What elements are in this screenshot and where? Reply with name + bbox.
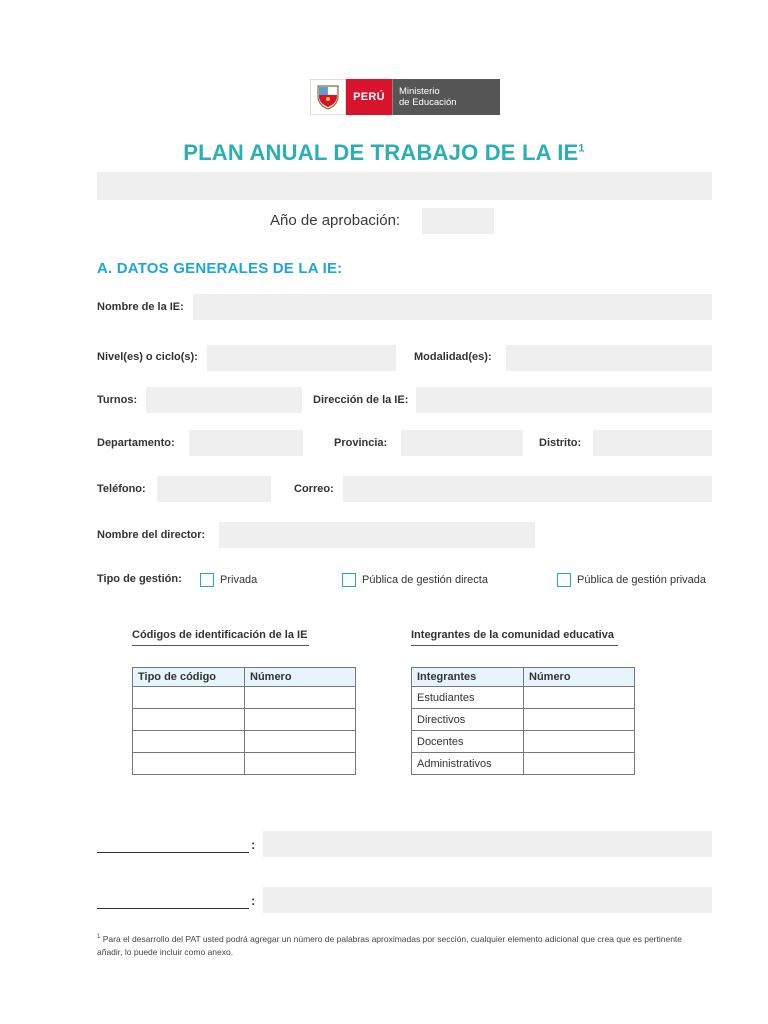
signature-colon-1: : <box>251 837 256 852</box>
extra-field-2[interactable] <box>263 887 712 913</box>
privada-checkbox[interactable] <box>200 573 214 587</box>
nombre-ie-label: Nombre de la IE: <box>97 301 184 313</box>
publica-directa-label: Pública de gestión directa <box>362 574 488 586</box>
correo-label: Correo: <box>294 483 334 495</box>
table-row <box>412 687 635 709</box>
title-footnote-mark: 1 <box>578 142 585 155</box>
codes-col-numero: Número <box>245 668 356 687</box>
provincia-label: Provincia: <box>334 437 388 449</box>
codes-table <box>132 667 356 775</box>
table-cell: Directivos <box>412 709 524 731</box>
publica-privada-checkbox[interactable] <box>557 573 571 587</box>
table-row <box>412 753 635 775</box>
signature-colon-2: : <box>251 893 256 908</box>
table-cell[interactable] <box>133 731 245 753</box>
departamento-field[interactable] <box>189 430 303 456</box>
community-table <box>411 667 635 775</box>
direccion-field[interactable] <box>416 387 712 413</box>
codes-col-tipo: Tipo de código <box>133 668 245 687</box>
modalidad-label: Modalidad(es): <box>414 351 492 363</box>
ie-name-banner-field[interactable] <box>97 172 712 200</box>
codes-table-header-row <box>133 668 356 687</box>
signature-line-2[interactable] <box>97 908 249 909</box>
codes-table-heading: Códigos de identificación de la IE <box>132 629 309 646</box>
footnote-text: Para el desarrollo del PAT usted podrá agregar un número de palabras aproximadas por sección, cualquier elemento adicional que crea que es pertinente añadir, lo puede incluir como anexo. <box>97 933 683 957</box>
table-cell[interactable] <box>245 731 356 753</box>
approval-year-label: Año de aprobación: <box>270 212 401 229</box>
turnos-field[interactable] <box>146 387 302 413</box>
table-cell[interactable] <box>524 687 635 709</box>
table-row <box>133 731 356 753</box>
ministry-line-2: de Educación <box>399 97 457 108</box>
niveles-field[interactable] <box>207 345 396 371</box>
page-title <box>0 140 768 166</box>
table-cell: Docentes <box>412 731 524 753</box>
departamento-label: Departamento: <box>97 437 175 449</box>
table-cell[interactable] <box>524 753 635 775</box>
telefono-label: Teléfono: <box>97 483 146 495</box>
provincia-field[interactable] <box>401 430 523 456</box>
extra-field-1[interactable] <box>263 831 712 857</box>
director-field[interactable] <box>219 522 535 548</box>
publica-directa-checkbox[interactable] <box>342 573 356 587</box>
table-row <box>133 753 356 775</box>
community-col-integrantes: Integrantes <box>412 668 524 687</box>
table-cell: Administrativos <box>412 753 524 775</box>
gestion-option-publica-privada[interactable] <box>557 573 706 587</box>
table-row <box>412 731 635 753</box>
table-row <box>133 687 356 709</box>
page-title-text: PLAN ANUAL DE TRABAJO DE LA IE <box>183 140 579 165</box>
direccion-label: Dirección de la IE: <box>313 394 409 406</box>
table-cell[interactable] <box>524 731 635 753</box>
section-a-heading: A. DATOS GENERALES DE LA IE: <box>97 260 343 277</box>
gestion-option-publica-directa[interactable] <box>342 573 488 587</box>
community-table-header-row <box>412 668 635 687</box>
table-cell[interactable] <box>133 753 245 775</box>
approval-year-field[interactable] <box>422 208 494 234</box>
ministry-label <box>392 79 500 115</box>
turnos-label: Turnos: <box>97 394 138 406</box>
table-row <box>412 709 635 731</box>
community-col-numero: Número <box>524 668 635 687</box>
gestion-label: Tipo de gestión: <box>97 573 182 585</box>
table-row <box>133 709 356 731</box>
correo-field[interactable] <box>343 476 712 502</box>
table-cell[interactable] <box>245 709 356 731</box>
table-cell: Estudiantes <box>412 687 524 709</box>
modalidad-field[interactable] <box>506 345 712 371</box>
footnote-mark: 1 <box>97 934 101 940</box>
table-cell[interactable] <box>245 753 356 775</box>
publica-privada-label: Pública de gestión privada <box>577 574 707 586</box>
peru-label: PERÚ <box>346 79 392 115</box>
telefono-field[interactable] <box>157 476 271 502</box>
table-cell[interactable] <box>133 687 245 709</box>
niveles-label: Nivel(es) o ciclo(s): <box>97 351 198 363</box>
director-label: Nombre del director: <box>97 529 206 541</box>
table-cell[interactable] <box>133 709 245 731</box>
footnote <box>97 931 697 959</box>
table-cell[interactable] <box>524 709 635 731</box>
ministry-line-1: Ministerio <box>399 86 440 97</box>
signature-line-1[interactable] <box>97 852 249 853</box>
gestion-option-privada[interactable] <box>200 573 257 587</box>
privada-label: Privada <box>220 574 258 586</box>
minedu-logo <box>310 79 500 115</box>
nombre-ie-field[interactable] <box>193 294 712 320</box>
community-table-heading: Integrantes de la comunidad educativa <box>411 629 618 646</box>
coat-of-arms-icon <box>310 79 346 115</box>
distrito-label: Distrito: <box>539 437 582 449</box>
distrito-field[interactable] <box>593 430 712 456</box>
table-cell[interactable] <box>245 687 356 709</box>
